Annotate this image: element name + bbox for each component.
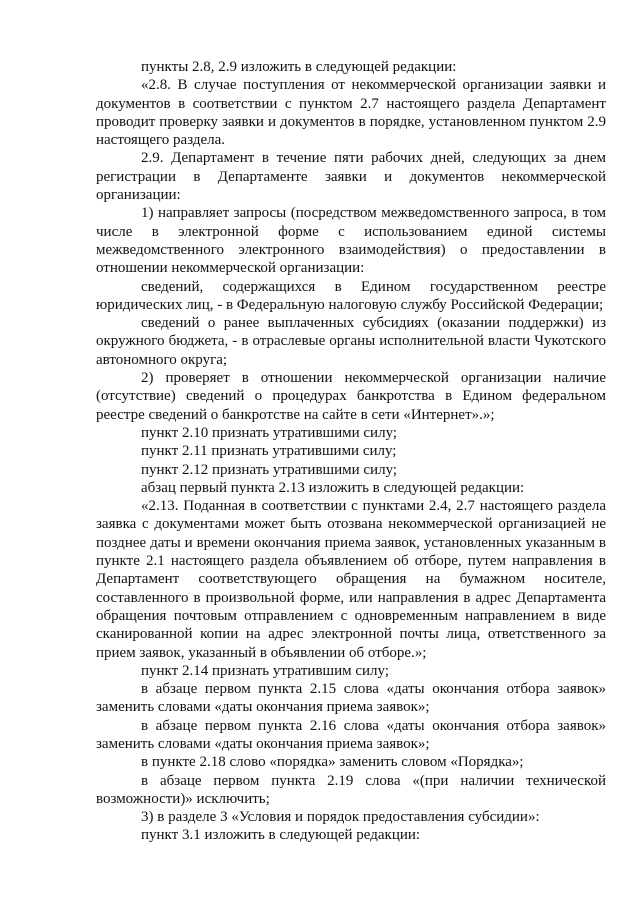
paragraph: в абзаце первом пункта 2.15 слова «даты окончания отбора заявок» заменить словами «даты окончания приема заявок»; [96,681,606,716]
paragraph: пункт 2.10 признать утратившими силу; [141,424,398,441]
paragraph: «2.13. Поданная в соответствии с пунктами 2.4, 2.7 настоящего раздела заявка с документами может быть отозвана некоммерческой организацией не позднее даты и времени окончания приема заявок, установленных указанным в пункте 2.1 настоящего раздела объявлением об отборе, путем направления в Департамент соответствующего обращения на бумажном носителе, составленного в произвольной форме, или направления в адрес Департамента обращения почтовым отправлением с одновременным направлением в виде сканированной копии на адрес электронной почты лица, ответственного за прием заявок, указанный в объявлении об отборе.»; [96,498,606,661]
paragraph: в абзаце первом пункта 2.19 слова «(при наличии технической возможности)» исключить; [96,772,606,807]
document-body [96,58,606,845]
paragraph: пункт 3.1 изложить в следующей редакции: [141,827,421,844]
paragraph: пункт 2.12 признать утратившими силу; [141,461,398,478]
paragraph: 1) направляет запросы (посредством межведомственного запроса, в том числе в электронной форме с использованием единой системы межведомственного электронного взаимодействия) о предоставлении в отношении некоммерческой организации: [96,205,606,277]
paragraph: пункт 2.14 признать утратившим силу; [141,662,390,679]
paragraph: в абзаце первом пункта 2.16 слова «даты окончания отбора заявок» заменить словами «даты окончания приема заявок»; [96,717,606,752]
paragraph: 2.9. Департамент в течение пяти рабочих дней, следующих за днем регистрации в Департаменте заявки и документов некоммерческой организации: [96,150,606,204]
paragraph: в пункте 2.18 слово «порядка» заменить словом «Порядка»; [141,754,524,771]
paragraph: сведений о ранее выплаченных субсидиях (оказании поддержки) из окружного бюджета, - в отраслевые органы исполнительной власти Чукотского автономного округа; [96,315,606,368]
paragraph: «2.8. В случае поступления от некоммерческой организации заявки и документов в соответствии с пунктом 2.7 настоящего раздела Департамент проводит проверку заявки и документов в порядке, установленном пунктом 2.9 настоящего раздела. [96,77,606,149]
paragraph: 3) в разделе 3 «Условия и порядок предоставления субсидии»: [141,809,540,826]
paragraph: 2) проверяет в отношении некоммерческой организации наличие (отсутствие) сведений о процедурах банкротства в Едином федеральном реестре сведений о банкротстве на сайте в сети «Интернет».»; [96,370,606,423]
paragraph: пункты 2.8, 2.9 изложить в следующей редакции: [141,59,457,75]
paragraph: сведений, содержащихся в Едином государственном реестре юридических лиц, - в Федеральную налоговую службу Российской Федерации; [96,278,606,313]
paragraph: абзац первый пункта 2.13 изложить в следующей редакции: [141,479,525,496]
paragraph: пункт 2.11 признать утратившими силу; [141,443,397,460]
